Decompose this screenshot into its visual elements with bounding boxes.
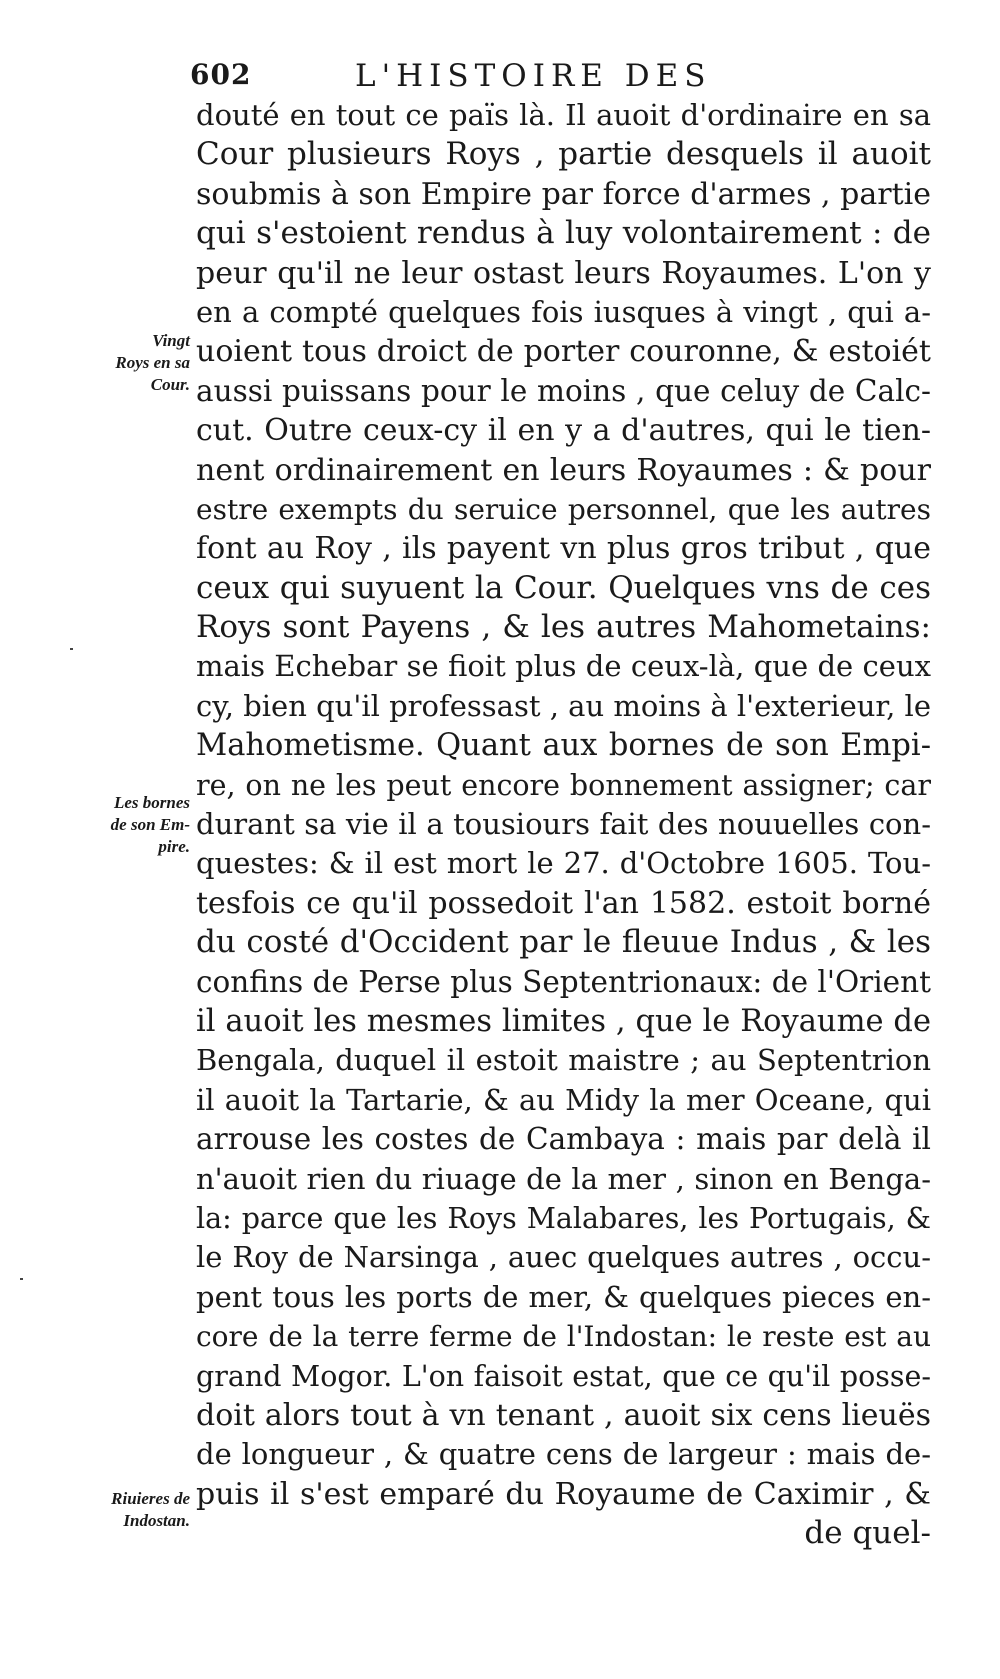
text-line: qui s'estoient rendus à luy volontairement : de [196,215,931,252]
text-line: il auoit les mesmes limites , que le Royaume de [196,1003,931,1039]
margin-note-line: Cour. [150,375,190,394]
text-line: pent tous les ports de mer, & quelques pieces en- [196,1279,931,1314]
text-line: tesfois ce qu'il possedoit l'an 1582. estoit borné [196,885,931,921]
page-header [190,58,790,98]
text-line: estre exempts du seruice personnel, que les autres [196,492,931,526]
text-line: cut. Outre ceux-cy il en y a d'autres, qui le tien- [196,413,931,449]
text-line: re, on ne les peut encore bonnement assigner; car [196,768,931,802]
text-line: core de la terre ferme de l'Indostan: le reste est au [196,1320,931,1354]
text-line: aussi puissans pour le moins , que celuy de Calc- [196,373,931,408]
catchword: de quel- [804,1515,931,1552]
text-line: mais Echebar se fioit plus de ceux-là, que de ceux [196,649,931,684]
text-line: doit alors tout à vn tenant , auoit six cens lieuës [196,1397,931,1433]
text-line: grand Mogor. L'on faisoit estat, que ce qu'il posse- [196,1359,931,1393]
text-line: Roys sont Payens , & les autres Mahometains: [196,609,931,646]
text-line: soubmis à son Empire par force d'armes , partie [196,176,931,212]
body-text [196,96,931,1553]
text-line: nent ordinairement en leurs Royaumes : & pour [196,452,931,488]
text-line: confins de Perse plus Septentrionaux: de l'Orient [196,964,931,999]
text-line: le Roy de Narsinga , auec quelques autres , occu- [196,1240,931,1275]
margin-note-line: Indostan. [123,1511,190,1530]
text-line: durant sa vie il a tousiours fait des nouuelles con- [196,807,931,842]
text-line: Cour plusieurs Roys , partie desquels il auoit [196,136,931,173]
text-line: n'auoit rien du riuage de la mer , sinon en Benga- [196,1161,931,1196]
running-head: L'HISTOIRE DES [355,58,712,94]
margin-note-line: Roys en sa [115,353,190,372]
text-line: ceux qui suyuent la Cour. Quelques vns de ces [196,569,931,606]
text-line: de longueur , & quatre cens de largeur : mais de- [196,1437,931,1472]
text-line: il auoit la Tartarie, & au Midy la mer Oceane, qui [196,1082,931,1117]
text-line: font au Roy , ils payent vn plus gros tribut , que [196,531,931,567]
margin-note-bornes [62,792,190,858]
text-line: cy, bien qu'il professast , au moins à l'exterieur, le [196,688,931,723]
ink-speck [70,648,73,650]
text-line: peur qu'il ne leur ostast leurs Royaumes. L'on y [196,255,931,291]
text-line: puis il s'est emparé du Royaume de Caximir , & [196,1476,931,1512]
margin-note-line: Les bornes [113,793,190,812]
page-number: 602 [190,58,252,91]
text-line: en a compté quelques fois iusques à vingt , qui a- [196,294,931,329]
ink-speck [20,1278,23,1280]
text-line: questes: & il est mort le 27. d'Octobre 1605. Tou- [196,846,931,881]
margin-note-line: Riuieres de [111,1489,190,1508]
margin-note-line: pire. [158,837,190,856]
margin-note-rivieres [62,1488,190,1532]
text-line: douté en tout ce païs là. Il auoit d'ordinaire en sa [196,98,931,132]
text-line: arrouse les costes de Cambaya : mais par delà il [196,1122,931,1157]
text-line: Bengala, duquel il estoit maistre ; au Septentrion [196,1043,931,1078]
text-line: Mahometisme. Quant aux bornes de son Empi- [196,728,931,764]
text-line: la: parce que les Roys Malabares, les Portugais, & [196,1201,931,1235]
text-line: uoient tous droict de porter couronne, & estoiét [196,334,931,370]
margin-note-line: Vingt [152,331,190,350]
margin-note-line: de son Em- [110,815,190,834]
margin-note-vingt-roys [62,330,190,396]
text-line: du costé d'Occident par le fleuue Indus , & les [196,924,931,961]
